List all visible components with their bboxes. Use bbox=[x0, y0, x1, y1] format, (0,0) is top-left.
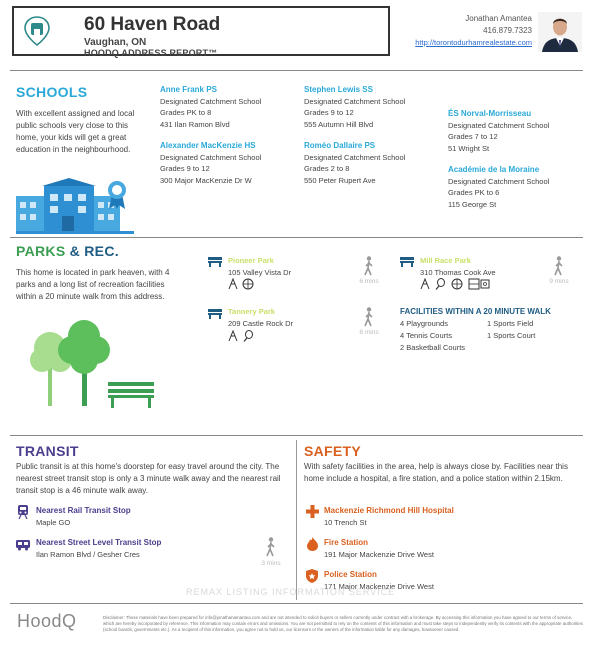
facility-item: 1 Sports Field bbox=[487, 319, 534, 328]
safety-name: Police Station bbox=[324, 570, 377, 579]
address-header bbox=[12, 6, 390, 56]
divider bbox=[10, 237, 583, 238]
park-name[interactable]: Mill Race Park bbox=[420, 256, 471, 265]
school-grades: Grades PK to 8 bbox=[160, 108, 212, 117]
amenity-icons bbox=[228, 278, 258, 290]
school-grades: Grades 2 to 8 bbox=[304, 164, 350, 173]
parks-title-a: PARKS bbox=[16, 243, 66, 259]
divider bbox=[10, 435, 583, 436]
amenity-icons bbox=[420, 278, 490, 290]
walk-time: 8 mins bbox=[359, 329, 379, 336]
basketball-icon bbox=[452, 279, 462, 289]
sports-field-icon bbox=[481, 280, 489, 288]
walking-person-icon bbox=[264, 537, 278, 557]
school-grades: Grades PK to 6 bbox=[448, 188, 500, 197]
school-grades: Grades 9 to 12 bbox=[304, 108, 354, 117]
schools-title: SCHOOLS bbox=[16, 84, 88, 100]
school-item bbox=[448, 164, 588, 210]
school-item bbox=[448, 108, 588, 154]
fire-icon bbox=[307, 537, 318, 551]
safety-title: SAFETY bbox=[304, 443, 362, 459]
playground-icon bbox=[229, 279, 237, 289]
park-address: 105 Valley Vista Dr bbox=[228, 268, 292, 277]
safety-address: 10 Trench St bbox=[324, 518, 367, 527]
parks-title bbox=[16, 243, 119, 259]
safety-name: Fire Station bbox=[324, 538, 369, 547]
school-address: 115 George St bbox=[448, 199, 497, 209]
school-type: Designated Catchment School bbox=[304, 152, 406, 162]
tennis-icon bbox=[436, 279, 445, 290]
park-address: 209 Castle Rock Dr bbox=[228, 319, 294, 328]
school-name[interactable]: Anne Frank PS bbox=[160, 85, 217, 94]
basketball-icon bbox=[243, 279, 253, 289]
agent-phone: 416.879.7323 bbox=[483, 26, 532, 35]
school-item bbox=[304, 84, 444, 130]
safety-name: Mackenzie Richmond Hill Hospital bbox=[324, 506, 454, 515]
walking-person-icon bbox=[362, 307, 376, 327]
address-title: 60 Haven Road bbox=[84, 14, 221, 35]
agent-website-link[interactable]: http://torontodurhamrealestate.com bbox=[415, 38, 532, 47]
school-name[interactable]: ÉS Norval-Morrisseau bbox=[448, 109, 532, 118]
transit-intro: Public transit is at this home's doorstep for easy travel around the city. The nearest street transit stop is only a 3 minute walk away and the nearest rail transit stop is a 46 minute walk away. bbox=[16, 462, 281, 495]
transit-title: TRANSIT bbox=[16, 443, 79, 459]
safety-intro: With safety facilities in the area, help is always close by. Facilities near this home include a hospital, a fire station, and a police station within 2.15km. bbox=[304, 462, 568, 483]
park-address: 310 Thomas Cook Ave bbox=[420, 268, 496, 277]
train-icon bbox=[16, 505, 30, 519]
facility-item: 1 Sports Court bbox=[487, 331, 536, 340]
facility-item: 4 Tennis Courts bbox=[400, 331, 452, 340]
agent-photo bbox=[538, 12, 582, 52]
park-name[interactable]: Pioneer Park bbox=[228, 256, 274, 265]
bench-icon bbox=[208, 257, 222, 267]
school-item bbox=[160, 140, 300, 186]
walking-person-icon bbox=[552, 256, 566, 276]
street-stop-label: Nearest Street Level Transit Stop bbox=[36, 538, 162, 547]
walk-time: 3 mins bbox=[261, 560, 281, 567]
walk-time: 9 mins bbox=[549, 278, 569, 285]
school-address: 300 Major MacKenzie Dr W bbox=[160, 175, 252, 185]
school-item bbox=[160, 84, 300, 130]
playground-icon bbox=[229, 331, 237, 341]
hoodq-logo: HoodQ bbox=[17, 611, 77, 631]
agent-name: Jonathan Amantea bbox=[465, 14, 532, 23]
sports-court-icon bbox=[469, 279, 479, 289]
police-badge-icon bbox=[306, 569, 318, 583]
column-divider bbox=[296, 440, 297, 600]
hospital-icon bbox=[306, 505, 319, 518]
award-ribbon-icon bbox=[106, 180, 128, 210]
safety-address: 191 Major Mackenzie Drive West bbox=[324, 550, 434, 559]
parks-intro: This home is located in park heaven, with 4 parks and a long list of recreation facilities within a 20 minute walk from this address. bbox=[16, 268, 170, 301]
school-name[interactable]: Académie de la Moraine bbox=[448, 165, 540, 174]
park-trees-bench-illustration bbox=[22, 318, 162, 410]
park-name[interactable]: Tannery Park bbox=[228, 307, 275, 316]
school-address: 51 Wright St bbox=[448, 143, 490, 153]
bus-icon bbox=[16, 539, 30, 551]
school-name[interactable]: Alexander MacKenzie HS bbox=[160, 141, 256, 150]
school-address: 555 Autumn Hill Blvd bbox=[304, 119, 374, 129]
school-type: Designated Catchment School bbox=[448, 176, 550, 186]
tennis-icon bbox=[244, 331, 253, 342]
facilities-title: FACILITIES WITHIN A 20 MINUTE WALK bbox=[400, 307, 551, 316]
walk-time: 6 mins bbox=[359, 278, 379, 285]
school-type: Designated Catchment School bbox=[448, 120, 550, 130]
street-stop-name: Ilan Ramon Blvd / Gesher Cres bbox=[36, 550, 140, 559]
disclaimer: Disclaimer: These materials have been prepared for info@jonathanamantea.com and are not intended to solicit buyers or sellers currently under contract with a brokerage. By accessing this information you have agreed to our terms of service, which are hereby incorporated by reference. This information may contain errors and omissions. You are not permitted to rely on the contents of this information and must take steps to independently verify its contents with the appropriate authorities (school boards, governments etc.). As a recipient of this information, you agree not to hold us, our licensors or the owners of the information liable for any damages, howsoever caused. bbox=[103, 615, 583, 633]
rail-stop-label: Nearest Rail Transit Stop bbox=[36, 506, 131, 515]
rail-stop-name: Maple GO bbox=[36, 518, 71, 527]
parks-title-b: & REC. bbox=[69, 243, 119, 259]
school-address: 431 Ilan Ramon Blvd bbox=[160, 119, 230, 129]
school-type: Designated Catchment School bbox=[160, 96, 262, 106]
walking-person-icon bbox=[362, 256, 376, 276]
safety-address: 171 Major Mackenzie Drive West bbox=[324, 582, 434, 591]
home-pin-icon bbox=[24, 16, 50, 46]
school-name[interactable]: Stephen Lewis SS bbox=[304, 85, 373, 94]
school-type: Designated Catchment School bbox=[160, 152, 262, 162]
facility-item: 4 Playgrounds bbox=[400, 319, 448, 328]
school-item bbox=[304, 140, 444, 186]
bench-icon bbox=[208, 309, 222, 319]
school-address: 550 Peter Rupert Ave bbox=[304, 175, 376, 185]
schools-intro: With excellent assigned and local public schools very close to this home, your kids will get a great education in the neighbourhood. bbox=[16, 109, 135, 154]
school-grades: Grades 7 to 12 bbox=[448, 132, 498, 141]
school-grades: Grades 9 to 12 bbox=[160, 164, 210, 173]
school-name[interactable]: Roméo Dallaire PS bbox=[304, 141, 376, 150]
bench-icon bbox=[400, 257, 414, 267]
watermark: REMAX LISTING INFORMATION SERVICE bbox=[186, 587, 396, 597]
school-type: Designated Catchment School bbox=[304, 96, 406, 106]
amenity-icons bbox=[228, 330, 258, 342]
facility-item: 2 Basketball Courts bbox=[400, 343, 466, 352]
address-city: Vaughan, ON bbox=[84, 37, 147, 48]
divider bbox=[10, 603, 583, 604]
playground-icon bbox=[421, 279, 429, 289]
report-label: HOODQ ADDRESS REPORT™ bbox=[84, 48, 218, 58]
divider bbox=[10, 70, 583, 71]
